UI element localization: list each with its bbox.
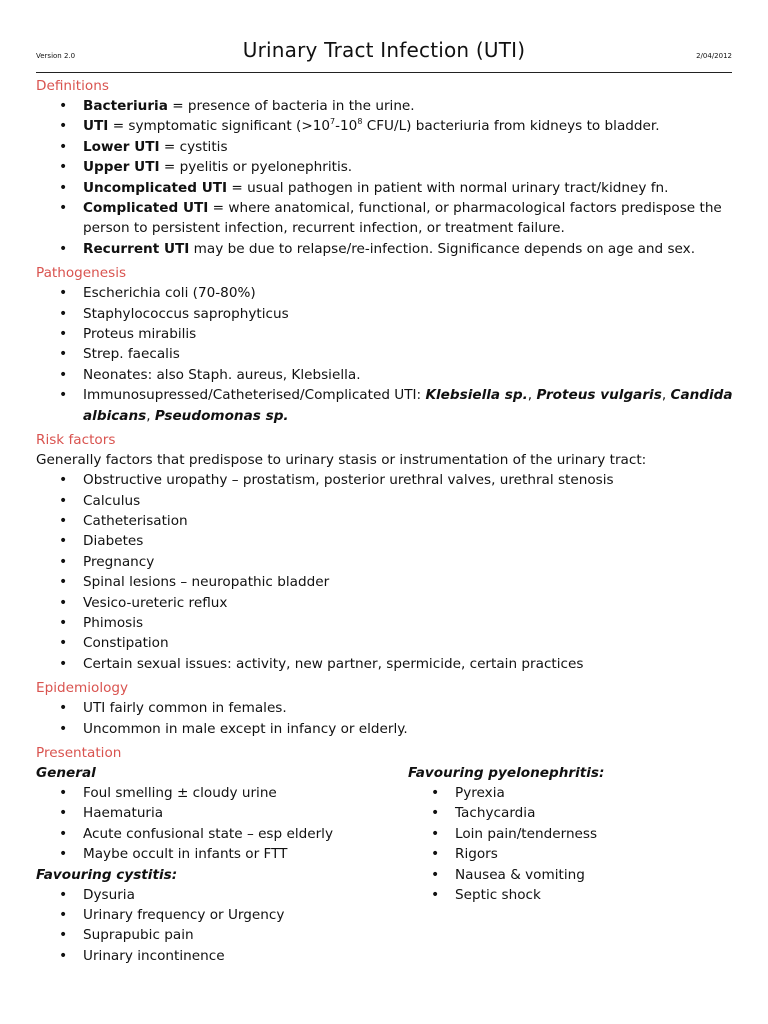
list-item: • Upper UTI = pyelitis or pyelonephritis. (36, 157, 736, 177)
list-item: • Uncomplicated UTI = usual pathogen in patient with normal urinary tract/kidney fn. (36, 178, 736, 198)
subsection-title-general: General (36, 764, 96, 781)
list-item: • UTI fairly common in females. (36, 698, 736, 718)
subsection-title-cystitis: Favouring cystitis: (36, 866, 178, 883)
list-item: • Catheterisation (36, 511, 736, 531)
presentation-right-column (408, 763, 728, 905)
definitions-list (36, 96, 736, 259)
list-item: • Pyrexia (408, 783, 728, 803)
list-item: • Complicated UTI = where anatomical, functional, or pharmacological factors predispose the person to persistent infection, recurrent infection, or treatment failure. (36, 198, 736, 239)
section-title-definitions: Definitions (36, 78, 109, 94)
cystitis-list (36, 885, 406, 967)
list-item: • Nausea & vomiting (408, 865, 728, 885)
list-item: • UTI = symptomatic significant ($>10^7-10^8$ CFU/L) bacteriuria from kidneys to bladder. (36, 116, 736, 136)
list-item: • Phimosis (36, 613, 736, 633)
list-item: • Tachycardia (408, 803, 728, 823)
list-item: • Foul smelling ± cloudy urine (36, 783, 406, 803)
list-item: • Uncommon in male except in infancy or elderly. (36, 719, 736, 739)
list-item: • Immunosupressed/Catheterised/Complicated UTI: Klebsiella sp., Proteus vulgaris, Candida albicans, Pseudomonas sp. (36, 385, 736, 426)
section-title-presentation: Presentation (36, 744, 122, 761)
list-item: • Proteus mirabilis (36, 324, 736, 344)
epidemiology-list (36, 698, 736, 739)
list-item: • Acute confusional state – esp elderly (36, 824, 406, 844)
list-item: • Strep. faecalis (36, 344, 736, 364)
section-title-epidemiology: Epidemiology (36, 680, 129, 697)
list-item: • Staphylococcus saprophyticus (36, 304, 736, 324)
list-item: • Constipation (36, 633, 736, 653)
section-title-risk-factors: Risk factors (36, 432, 116, 449)
list-item: • Recurrent UTI may be due to relapse/re-infection. Significance depends on age and sex. (36, 239, 736, 259)
document-body (36, 76, 736, 973)
list-item: • Urinary incontinence (36, 946, 406, 966)
date-label: 2/04/2012 (696, 52, 732, 60)
pyelonephritis-list (408, 783, 728, 905)
presentation-left-column (36, 763, 406, 966)
pathogenesis-list (36, 283, 736, 426)
version-label: Version 2.0 (36, 52, 76, 60)
list-item: • Obstructive uropathy – prostatism, posterior urethral valves, urethral stenosis (36, 470, 736, 490)
general-list (36, 783, 406, 865)
list-item: • Calculus (36, 491, 736, 511)
list-item: • Pregnancy (36, 552, 736, 572)
section-title-pathogenesis: Pathogenesis (36, 265, 127, 282)
page-header (36, 38, 732, 73)
page-title: Urinary Tract Infection (UTI) (242, 38, 526, 62)
list-item: • Rigors (408, 844, 728, 864)
presentation-columns (36, 763, 736, 973)
list-item: • Haematuria (36, 803, 406, 823)
list-item: • Neonates: also Staph. aureus, Klebsiella. (36, 365, 736, 385)
subsection-title-pyelonephritis: Favouring pyelonephritis: (408, 764, 605, 781)
list-item: • Urinary frequency or Urgency (36, 905, 406, 925)
list-item: • Lower UTI = cystitis (36, 137, 736, 157)
list-item: • Spinal lesions – neuropathic bladder (36, 572, 736, 592)
risk-factors-intro: Generally factors that predispose to urinary stasis or instrumentation of the urinary tract: (36, 452, 647, 469)
list-item: • Diabetes (36, 531, 736, 551)
list-item: • Certain sexual issues: activity, new partner, spermicide, certain practices (36, 654, 736, 674)
list-item: • Loin pain/tenderness (408, 824, 728, 844)
list-item: • Bacteriuria = presence of bacteria in the urine. (36, 96, 736, 116)
list-item: • Maybe occult in infants or FTT (36, 844, 406, 864)
risk-factors-list (36, 470, 736, 674)
list-item: • Dysuria (36, 885, 406, 905)
list-item: • Septic shock (408, 885, 728, 905)
list-item: • Escherichia coli (70-80%) (36, 283, 736, 303)
list-item: • Vesico-ureteric reflux (36, 593, 736, 613)
list-item: • Suprapubic pain (36, 925, 406, 945)
